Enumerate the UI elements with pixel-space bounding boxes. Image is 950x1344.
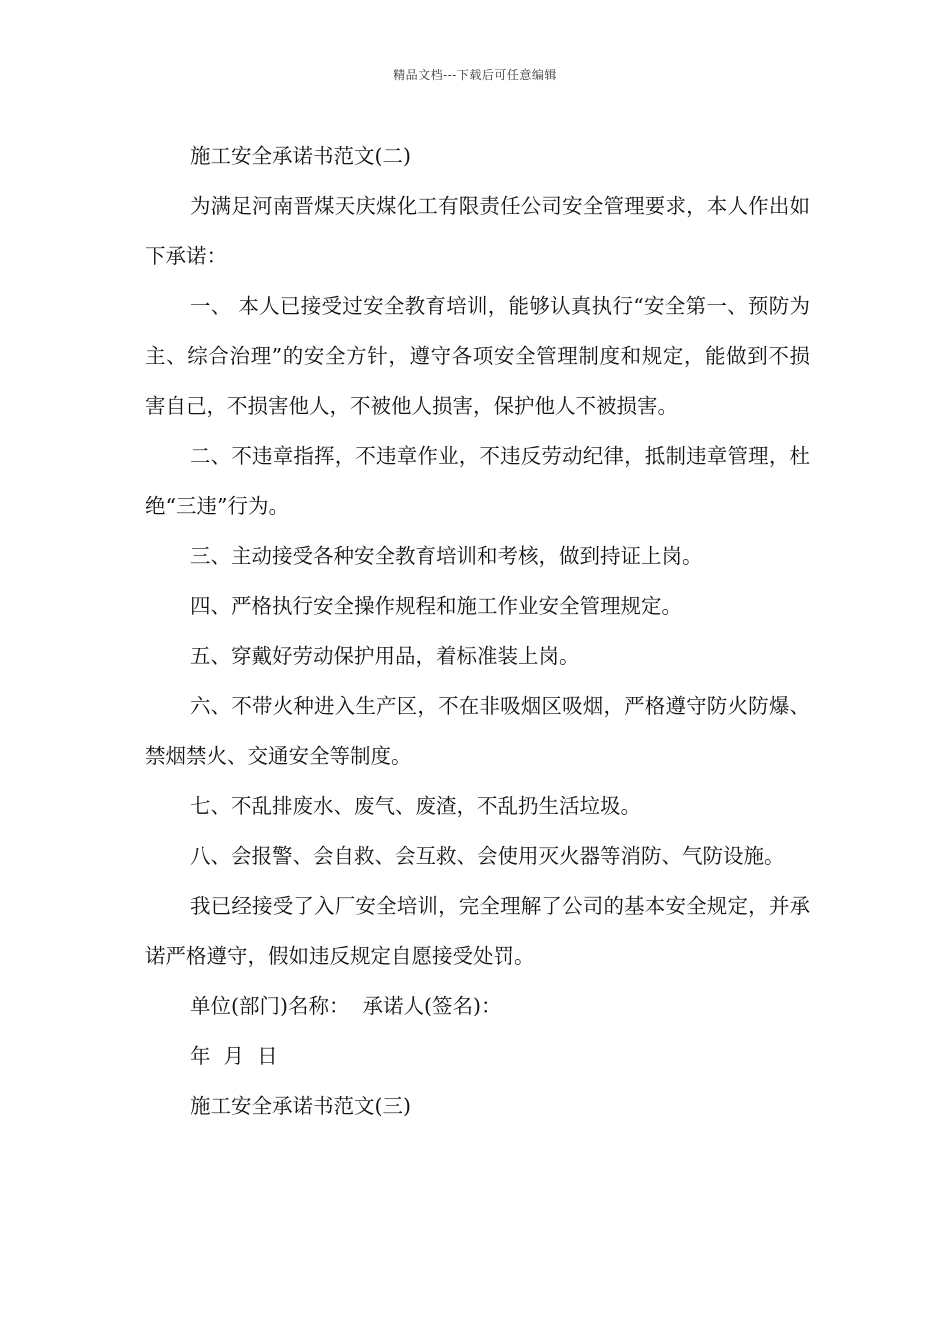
- commitment-item-5: 五、穿戴好劳动保护用品，着标准装上岗。: [190, 644, 580, 668]
- commitment-item-7: 七、不乱排废水、废气、废渣，不乱扔生活垃圾。: [190, 794, 641, 818]
- closing-paragraph: 我已经接受了入厂安全培训，完全理解了公司的基本安全规定，并承诺严格遵守，假如违反规定自愿接受处罚。: [145, 894, 810, 968]
- commitment-item-2: 二、不违章指挥，不违章作业，不违反劳动纪律，抵制违章管理，杜绝“三违”行为。: [145, 444, 810, 518]
- document-body: [145, 131, 810, 1131]
- date-line: 年 月 日: [190, 1044, 278, 1068]
- commitment-item-1: 一、 本人已接受过安全教育培训，能够认真执行“安全第一、预防为主、综合治理”的安全方针，遵守各项安全管理制度和规定，能做到不损害自己，不损害他人，不被他人损害，保护他人不被损害。: [145, 294, 810, 418]
- commitment-item-3: 三、主动接受各种安全教育培训和考核，做到持证上岗。: [190, 544, 703, 568]
- commitment-item-8: 八、会报警、会自救、会互救、会使用灭火器等消防、气防设施。: [190, 844, 785, 868]
- signature-line: 单位(部门)名称： 承诺人(签名)：: [190, 994, 502, 1018]
- document-title: 施工安全承诺书范文(二): [190, 144, 411, 168]
- next-section-title: 施工安全承诺书范文(三): [190, 1094, 411, 1118]
- commitment-item-6: 六、不带火种进入生产区，不在非吸烟区吸烟，严格遵守防火防爆、禁烟禁火、交通安全等制度。: [145, 694, 810, 768]
- intro-paragraph: 为满足河南晋煤天庆煤化工有限责任公司安全管理要求，本人作出如下承诺：: [145, 194, 810, 268]
- commitment-item-4: 四、严格执行安全操作规程和施工作业安全管理规定。: [190, 594, 682, 618]
- page-header: 精品文档---下载后可任意编辑: [393, 68, 557, 82]
